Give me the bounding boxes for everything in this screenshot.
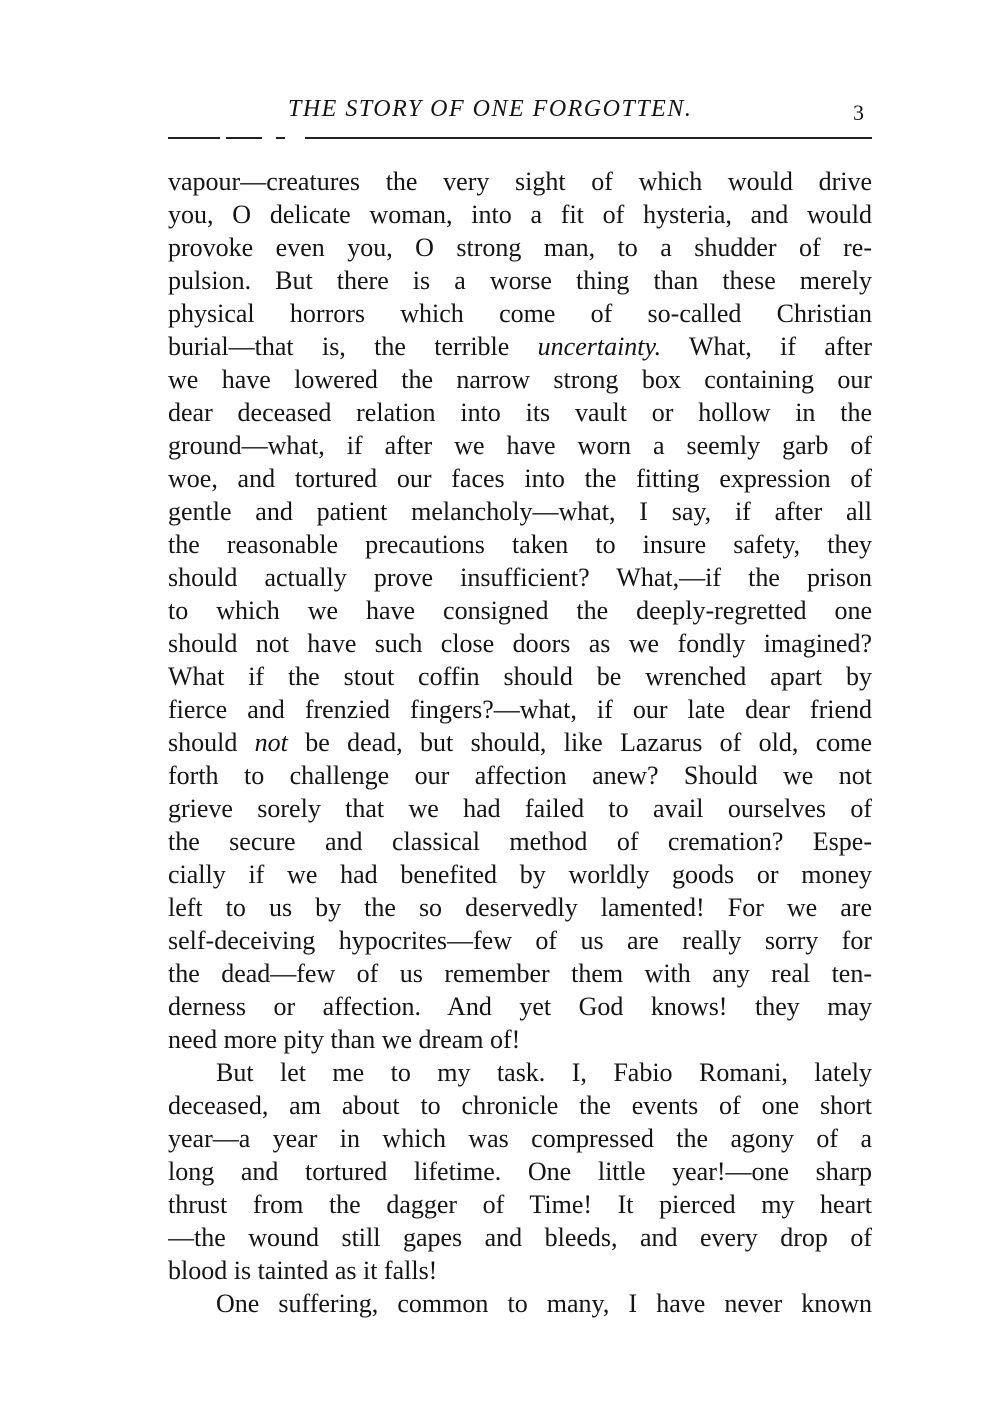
text-line: One suffering, common to many, I have never known [216,1289,872,1318]
rule-gap [220,134,226,140]
text-line: —the wound still gapes and bleeds, and every drop of [168,1223,872,1252]
text-segment: should [168,728,255,757]
italic-word: uncertainty. [537,332,662,361]
text-line: should actually prove insufficient? What,—if the prison [168,563,872,592]
italic-word: not [254,728,288,757]
text-line: blood is tainted as it falls! [168,1256,438,1285]
text-segment: burial—that is, the terrible [168,332,538,361]
text-line: we have lowered the narrow strong box containing our [168,365,872,394]
text-line: woe, and tortured our faces into the fitting expression of [168,464,872,493]
text-line: fierce and frenzied fingers?—what, if our late dear friend [168,695,872,724]
text-segment: be dead, but should, like Lazarus of old, come [287,728,872,757]
rule-gap [285,134,305,140]
text-line: should not have such close doors as we fondly imagined? [168,629,872,658]
text-line: the dead—few of us remember them with any real ten- [168,959,872,988]
text-line [168,330,872,363]
text-line: forth to challenge our affection anew? Should we not [168,761,872,790]
text-line [168,726,872,759]
text-line: the reasonable precautions taken to insure safety, they [168,530,872,559]
text-line: the secure and classical method of cremation? Espe- [168,827,872,856]
text-line: vapour—creatures the very sight of which would drive [168,167,872,196]
text-line: pulsion. But there is a worse thing than these merely [168,266,872,295]
running-title: THE STORY OF ONE FORGOTTEN. [288,96,693,122]
text-line: physical horrors which come of so-called Christian [168,299,872,328]
text-line: you, O delicate woman, into a fit of hysteria, and would [168,200,872,229]
text-segment: What, if after [661,332,872,361]
text-line: gentle and patient melancholy—what, I say, if after all [168,497,872,526]
text-line: dear deceased relation into its vault or hollow in the [168,398,872,427]
text-line: What if the stout coffin should be wrenched apart by [168,662,872,691]
text-line: But let me to my task. I, Fabio Romani, lately [216,1058,872,1087]
text-line: deceased, am about to chronicle the events of one short [168,1091,872,1120]
body-text [168,165,872,1320]
text-line: ground—what, if after we have worn a seemly garb of [168,431,872,460]
page-number: 3 [853,100,864,125]
text-line: self-deceiving hypocrites—few of us are really sorry for [168,926,872,955]
page-header [168,96,872,132]
text-line: provoke even you, O strong man, to a shudder of re- [168,233,872,262]
text-line: grieve sorely that we had failed to avail ourselves of [168,794,872,823]
text-line: derness or affection. And yet God knows! they may [168,992,872,1021]
text-line: cially if we had benefited by worldly goods or money [168,860,872,889]
text-line: need more pity than we dream of! [168,1025,521,1054]
text-line: left to us by the so deservedly lamented! For we are [168,893,872,922]
text-line: to which we have consigned the deeply-regretted one [168,596,872,625]
text-line: year—a year in which was compressed the agony of a [168,1124,872,1153]
rule-gap [262,134,276,140]
text-line: thrust from the dagger of Time! It pierced my heart [168,1190,872,1219]
text-line: long and tortured lifetime. One little year!—one sharp [168,1157,872,1186]
